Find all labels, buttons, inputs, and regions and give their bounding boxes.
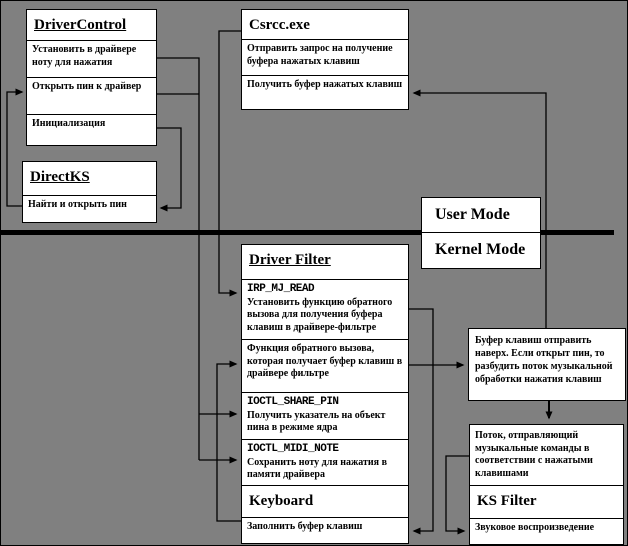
directks-title: DirectKS — [30, 169, 90, 185]
directks-row-find-pin: Найти и открыть пин — [23, 195, 156, 222]
driver-control-box — [26, 9, 157, 146]
csrcc-title: Csrcc.exe — [249, 17, 310, 33]
csrcc-box — [241, 9, 409, 110]
wire-fillbuffer-to-callback — [217, 364, 241, 521]
keyboard-row-fill-buffer: Заполнить буфер клавиш — [242, 517, 408, 543]
driver-filter-row-irp-mj-read — [242, 279, 408, 339]
wire-irpread-to-keyboard — [409, 309, 433, 531]
keyboard-title: Keyboard — [242, 485, 408, 517]
driver-filter-box — [241, 244, 409, 544]
kernel-mode-label: Kernel Mode — [422, 232, 540, 268]
wire-thread-to-playback — [446, 456, 469, 531]
ks-filter-row-playback: Звуковое воспроизведение — [470, 518, 623, 544]
wire-findpin-to-openpin — [7, 92, 22, 206]
irp-mj-read-text: Установить функцию обратного вызова для получения буфера клавиш в драйвере-фильтре — [247, 296, 393, 333]
ks-filter-box — [469, 424, 624, 545]
ioctl-midi-note-code: IOCTL_MIDI_NOTE — [247, 443, 339, 455]
wire-setnote-bus — [157, 58, 199, 460]
music-thread-row: Поток, отправляющий музыкальные команды в соответствии с нажатыми клавишами — [475, 430, 593, 479]
user-mode-label: User Mode — [435, 206, 510, 223]
driver-filter-row-callback: Функция обратного вызова, которая получает буфер клавиш в драйвере фильтре — [242, 339, 408, 392]
ioctl-share-pin-code: IOCTL_SHARE_PIN — [247, 396, 339, 408]
driver-control-row-set-note: Установить в драйвере ноту для нажатия — [27, 40, 156, 77]
wire-csrcc-to-irpread — [219, 31, 241, 293]
driver-filter-title: Driver Filter — [249, 252, 331, 268]
irp-mj-read-code: IRP_MJ_READ — [247, 283, 315, 295]
ioctl-midi-note-text: Сохранить ноту для нажатия в памяти драйвера — [247, 456, 387, 481]
mode-label-box — [421, 197, 541, 269]
driver-control-row-init: Инициализация — [27, 114, 156, 145]
csrcc-row-get-buffer: Получить буфер нажатых клавиш — [242, 75, 408, 109]
driver-filter-row-ioctl-share-pin — [242, 392, 408, 439]
directks-box — [22, 161, 157, 223]
driver-control-title: DriverControl — [34, 17, 127, 33]
ks-filter-title: KS Filter — [470, 485, 623, 518]
ioctl-share-pin-text: Получить указатель на объект пина в режиме ядра — [247, 409, 386, 434]
driver-filter-row-ioctl-midi-note — [242, 439, 408, 485]
key-buffer-note-box: Буфер клавиш отправить наверх. Если открыт пин, то разбудить поток музыкальной обработки нажатия клавиш — [468, 328, 626, 401]
driver-control-row-open-pin: Открыть пин к драйвер — [27, 77, 156, 114]
csrcc-row-send-request: Отправить запрос на получение буфера нажатых клавиш — [242, 39, 408, 75]
wire-init-to-findpin — [157, 128, 181, 208]
